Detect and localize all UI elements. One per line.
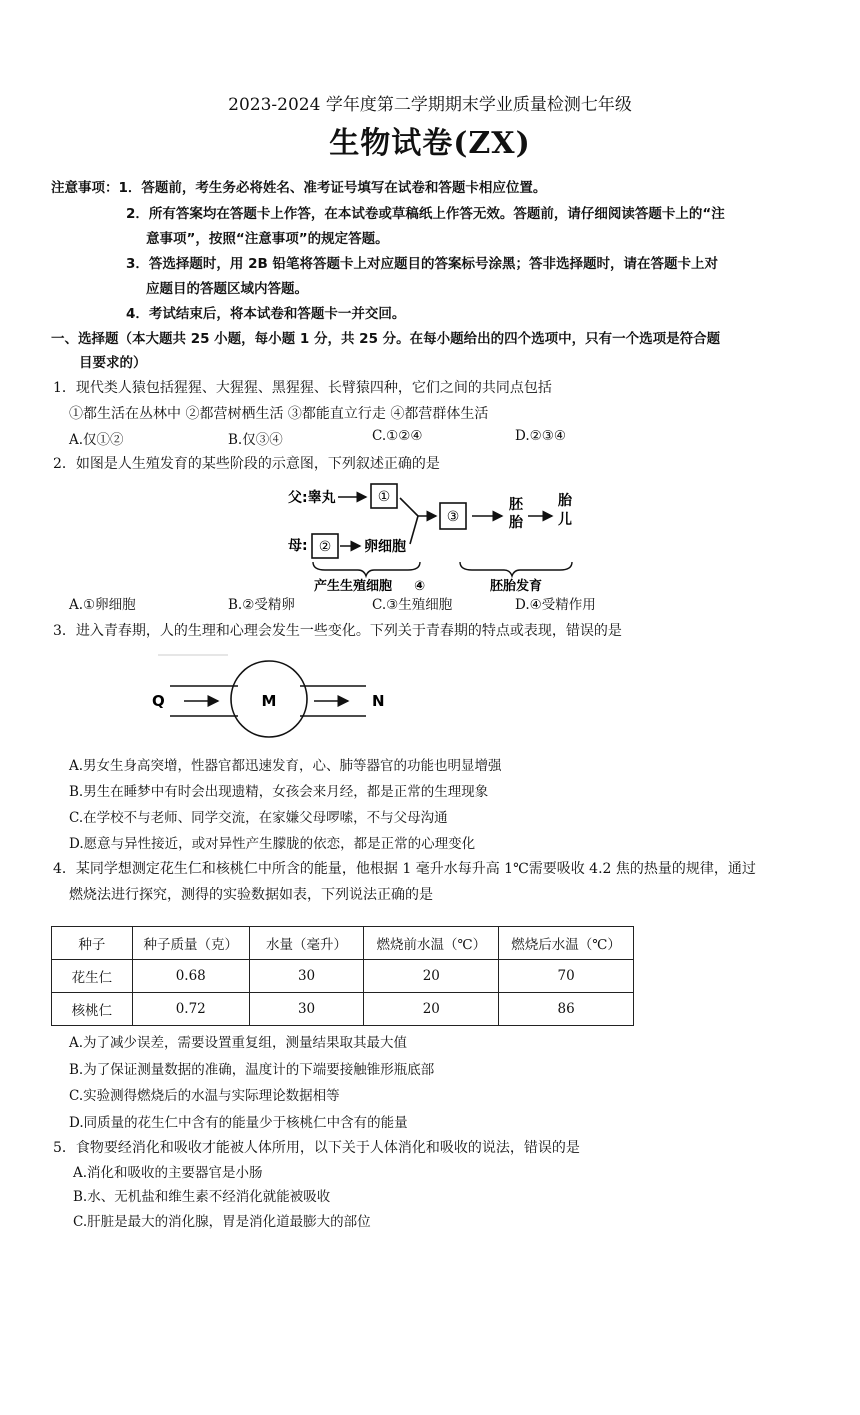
note-line-3: 3．答选择题时，用 2B 铅笔将答题卡上对应题目的答案标号涂黑；答非选择题时，请在答题卡上对 [126,256,718,272]
note-line-2b: 意事项”，按照“注意事项”的规定答题。 [146,231,389,247]
table-header: 燃烧前水温（℃） [364,927,499,960]
q1-stem: 1．现代类人猿包括猩猩、大猩猩、黑猩猩、长臂猿四种，它们之间的共同点包括 [53,380,552,396]
table-cell: 70 [499,960,634,993]
q4-option-b: B.为了保证测量数据的准确，温度计的下端要接触锥形瓶底部 [69,1062,435,1078]
q3-option-d: D.愿意与异性接近，或对异性产生朦胧的依恋，都是正常的心理变化 [69,836,476,852]
q2-option-a: A.①卵细胞 [69,597,136,613]
brace-right-label: 胚胎发育 [490,579,543,594]
box-2-label: ② [318,539,332,555]
father-label: 父:睾丸 [288,490,336,506]
note-line-4: 4．考试结束后，将本试卷和答题卡一并交回。 [126,306,406,322]
q4-option-c: C.实验测得燃烧后的水温与实际理论数据相等 [69,1088,340,1104]
fetus-label-1: 胎 [558,493,572,509]
organ-flow-diagram [148,650,393,750]
note-line-2: 2．所有答案均在答题卡上作答，在本试卷或草稿纸上作答无效。答题前，请仔细阅读答题卡上的“注 [126,206,725,222]
section-heading: 一、选择题（本大题共 25 小题，每小题 1 分，共 25 分。在每小题给出的四个选项中，只有一个选项是符合题 [51,331,721,347]
q2-option-b: B.②受精卵 [228,597,295,613]
table-header-row [52,927,634,960]
q3-stem: 3．进入青春期，人的生理和心理会发生一些变化。下列关于青春期的特点或表现，错误的是 [53,623,622,639]
table-row [52,993,634,1026]
q3-option-b: B.男生在睡梦中有时会出现遗精，女孩会来月经，都是正常的生理现象 [69,784,489,800]
q2-option-c: C.③生殖细胞 [372,597,453,613]
embryo-label-2: 胎 [509,515,523,531]
q1-items: ①都生活在丛林中 ②都营树栖生活 ③都能直立行走 ④都营群体生活 [69,406,489,422]
table-header: 水量（毫升） [249,927,364,960]
q5-option-a: A.消化和吸收的主要器官是小肠 [73,1165,263,1181]
q1-option-a: A.仅①② [69,432,124,448]
table-header: 燃烧后水温（℃） [499,927,634,960]
mother-label: 母: [288,538,308,554]
q3-option-c: C.在学校不与老师、同学交流，在家嫌父母啰嗦，不与父母沟通 [69,810,448,826]
table-cell: 0.68 [132,960,249,993]
reproduction-diagram [280,478,580,594]
label-m: M [261,692,277,710]
section-heading-cont: 目要求的） [79,355,147,371]
table-cell: 30 [249,960,364,993]
note-line-1: 注意事项：1．答题前，考生务必将姓名、准考证号填写在试卷和答题卡相应位置。 [51,180,547,196]
q4-stem: 4．某同学想测定花生仁和核桃仁中所含的能量，他根据 1 毫升水每升高 1℃需要吸收 4.2 焦的热量的规律，通过 [53,861,756,877]
fetus-label-2: 儿 [558,512,572,528]
brace-left [313,562,420,576]
q4-stem-cont: 燃烧法进行探究，测得的实验数据如表，下列说法正确的是 [69,887,433,903]
embryo-label-1: 胚 [509,497,523,513]
q2-stem: 2．如图是人生殖发育的某些阶段的示意图，下列叙述正确的是 [53,456,440,472]
brace-left-label: 产生生殖细胞 [314,579,393,594]
table-cell: 20 [364,960,499,993]
brace-right [460,562,572,576]
seed-energy-table [51,926,634,1026]
table-cell: 86 [499,993,634,1026]
exam-header: 2023-2024 学年度第二学期期末学业质量检测七年级 [228,95,632,115]
table-header: 种子质量（克） [132,927,249,960]
q5-stem: 5．食物要经消化和吸收才能被人体所用，以下关于人体消化和吸收的说法，错误的是 [53,1140,580,1156]
q1-option-b: B.仅③④ [228,432,283,448]
q4-option-d: D.同质量的花生仁中含有的能量少于核桃仁中含有的能量 [69,1115,408,1131]
q3-option-a: A.男女生身高突增，性器官都迅速发育，心、肺等器官的功能也明显增强 [69,758,502,774]
q5-option-b: B.水、无机盐和维生素不经消化就能被吸收 [73,1189,331,1205]
table-cell: 花生仁 [52,960,133,993]
label-n: N [372,692,385,710]
table-header: 种子 [52,927,133,960]
exam-title: 生物试卷(ZX) [329,126,531,161]
note-line-3b: 应题目的答题区域内答题。 [146,281,308,297]
table-cell: 20 [364,993,499,1026]
table-cell: 核桃仁 [52,993,133,1026]
box-1-label: ① [377,489,391,505]
egg-label: 卵细胞 [364,539,406,555]
q1-option-c: C.①②④ [372,428,423,444]
table-cell: 0.72 [132,993,249,1026]
q1-option-d: D.②③④ [515,428,566,444]
q4-option-a: A.为了减少误差，需要设置重复组，测量结果取其最大值 [69,1035,408,1051]
q2-option-d: D.④受精作用 [515,597,596,613]
label-q: Q [152,692,165,710]
box-3-label: ③ [446,509,460,525]
brace-mid-label: ④ [414,579,426,594]
table-cell: 30 [249,993,364,1026]
table-row [52,960,634,993]
q5-option-c: C.肝脏是最大的消化腺，胃是消化道最膨大的部位 [73,1214,371,1230]
